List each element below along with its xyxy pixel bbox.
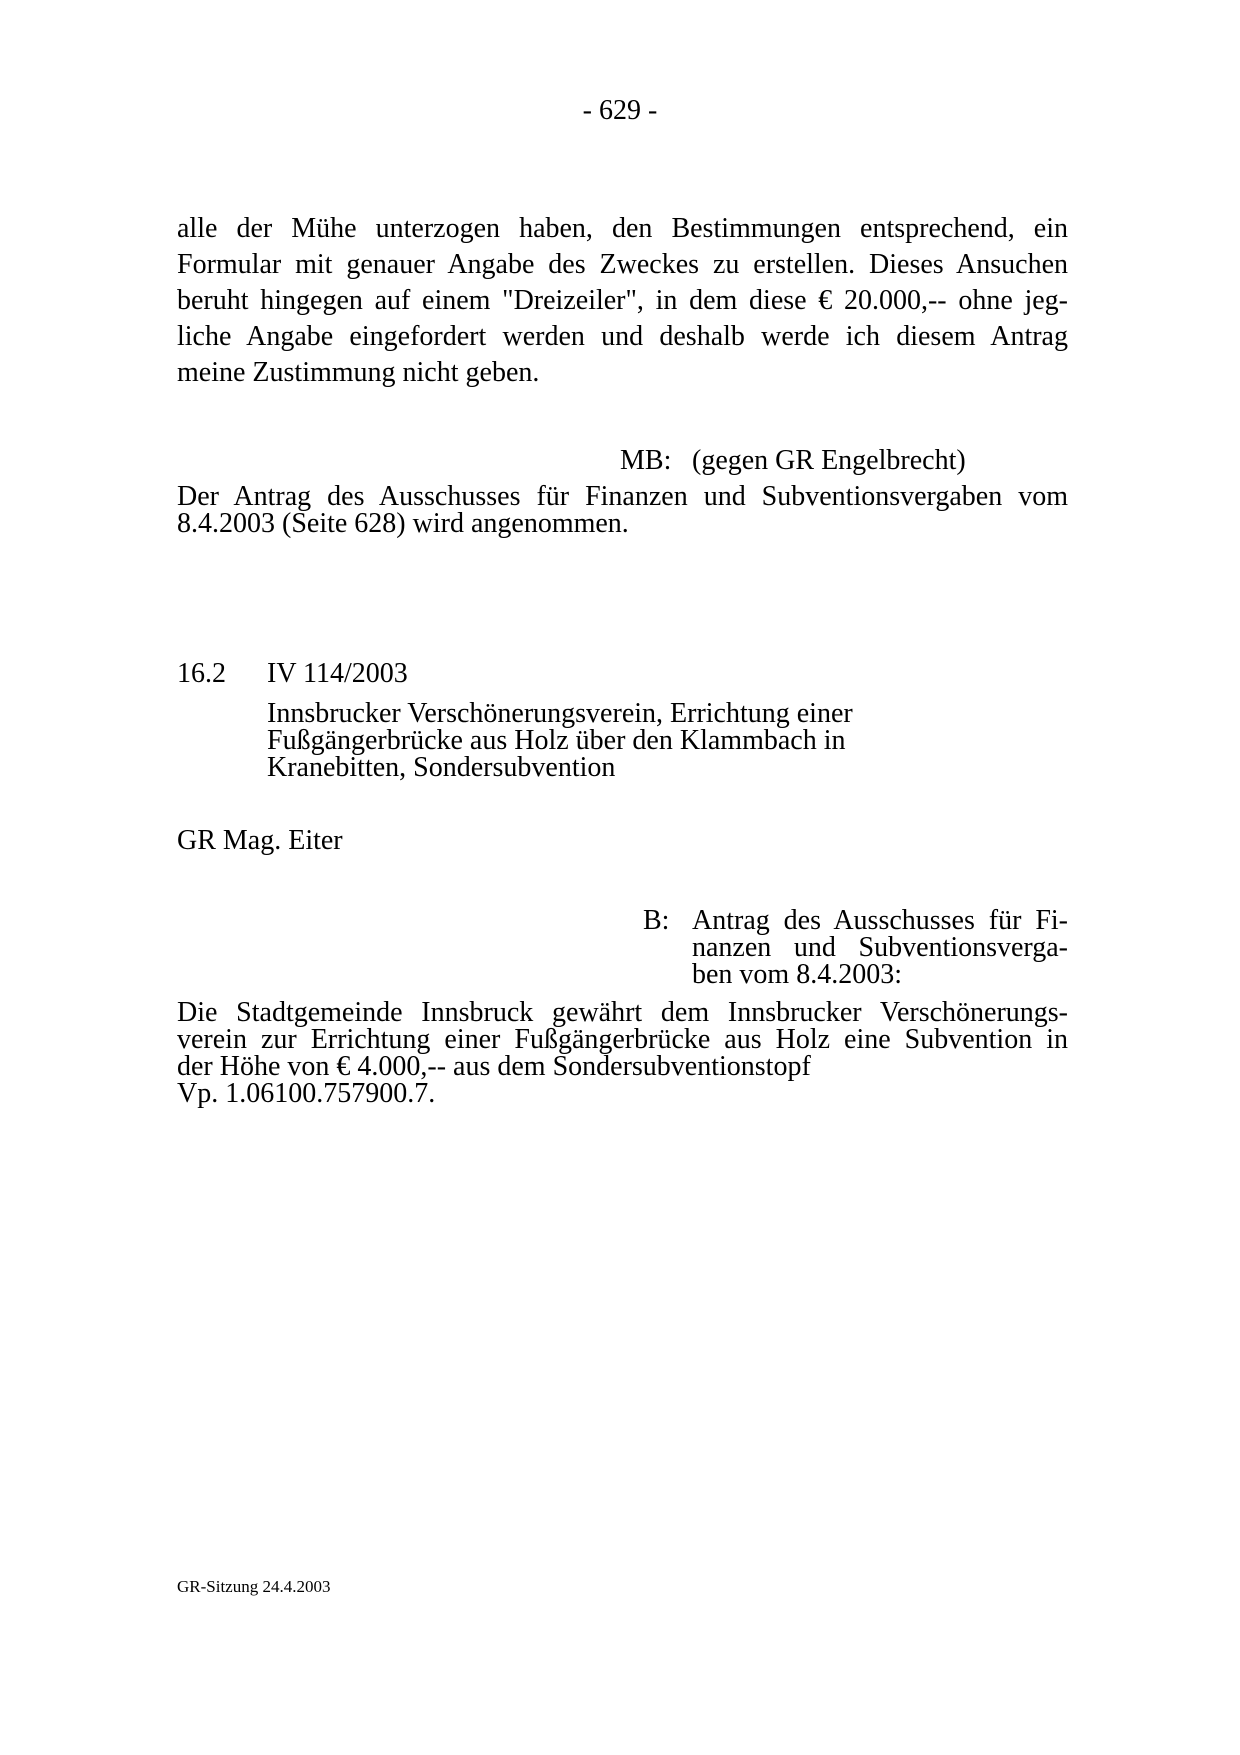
subject-line: Kranebitten, Sondersubvention: [267, 752, 616, 783]
footer-session-date: GR-Sitzung 24.4.2003: [177, 1577, 331, 1596]
subject-line: Fußgängerbrücke aus Holz über den Klammbach in: [267, 725, 846, 756]
vote-note-label: MB:: [620, 445, 672, 476]
resolution-subsidy: [177, 999, 1068, 1107]
intro-paragraph: [177, 211, 1068, 391]
item-number: 16.2: [177, 658, 226, 689]
resolution-line: 8.4.2003 (Seite 628) wird angenommen.: [177, 508, 629, 539]
item-subject: [267, 700, 853, 781]
subject-line: Innsbrucker Verschönerungsverein, Errichtung einer: [267, 698, 853, 729]
speaker-name: GR Mag. Eiter: [177, 825, 343, 856]
resolution-line: Der Antrag des Ausschusses für Finanzen und Subventionsvergaben vom: [177, 481, 1068, 512]
motion-line: ben vom 8.4.2003:: [692, 959, 902, 990]
motion-line: Antrag des Ausschusses für Fi-: [692, 905, 1068, 936]
motion-text: [692, 907, 1068, 988]
motion-line: nanzen und Subventionsverga-: [692, 932, 1068, 963]
resolution-accepted: [177, 483, 1068, 537]
resolution-line: verein zur Errichtung einer Fußgängerbrücke aus Holz eine Subvention in: [177, 1024, 1068, 1055]
paragraph-line: Formular mit genauer Angabe des Zweckes zu erstellen. Dieses Ansuchen: [177, 249, 1068, 280]
resolution-line: der Höhe von € 4.000,-- aus dem Sondersubventionstopf: [177, 1051, 811, 1082]
resolution-line: Die Stadtgemeinde Innsbruck gewährt dem Innsbrucker Verschönerungs-: [177, 997, 1068, 1028]
item-reference: IV 114/2003: [267, 658, 408, 689]
paragraph-line: beruht hingegen auf einem "Dreizeiler", in dem diese € 20.000,-- ohne jeg-: [177, 285, 1068, 316]
paragraph-line: liche Angabe eingefordert werden und deshalb werde ich diesem Antrag: [177, 321, 1068, 352]
motion-label: B:: [643, 905, 670, 936]
vote-note-text: (gegen GR Engelbrecht): [692, 445, 966, 476]
page-number: - 629 -: [582, 95, 658, 126]
resolution-line: Vp. 1.06100.757900.7.: [177, 1078, 436, 1109]
paragraph-line: alle der Mühe unterzogen haben, den Bestimmungen entsprechend, ein: [177, 213, 1068, 244]
paragraph-line: meine Zustimmung nicht geben.: [177, 357, 540, 388]
